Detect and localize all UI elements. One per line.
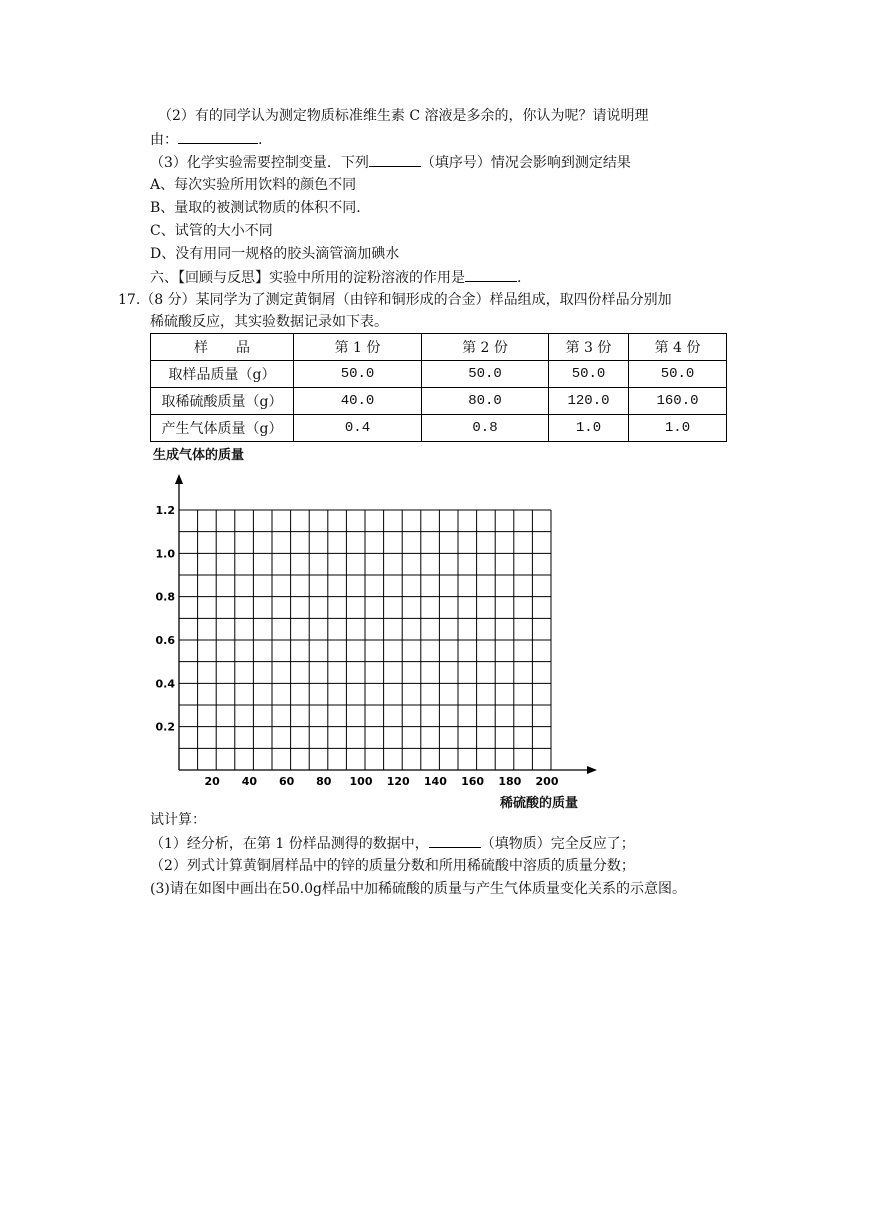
x-tick-label: 180 xyxy=(498,775,522,788)
table-cell: 50.0 xyxy=(549,361,629,388)
table-header-cell: 样 品 xyxy=(151,334,294,361)
q2-line-a: （2）有的同学认为测定物质标准维生素 C 溶液是多余的，你认为呢？请说明理 xyxy=(158,108,649,124)
row-label: 取稀硫酸质量（g） xyxy=(151,388,294,415)
x-tick-label: 40 xyxy=(241,775,258,788)
table-header-cell: 第 3 份 xyxy=(549,334,629,361)
y-tick-label: 0.4 xyxy=(155,677,175,691)
q2-reason-prefix: 由： xyxy=(150,132,178,148)
table-header-cell: 第 4 份 xyxy=(629,334,727,361)
table-cell: 40.0 xyxy=(294,388,422,415)
table-header-cell: 第 1 份 xyxy=(294,334,422,361)
table-cell: 120.0 xyxy=(549,388,629,415)
option-c: C、试管的大小不同 xyxy=(150,223,273,239)
calc-q3: (3)请在如图中画出在50.0g样品中加稀硫酸的质量与产生气体质量变化关系的示意图。 xyxy=(150,881,686,897)
x-tick-label: 200 xyxy=(535,775,559,788)
table-cell: 50.0 xyxy=(422,361,549,388)
x-axis-title: 稀硫酸的质量 xyxy=(500,796,579,811)
data-table xyxy=(150,333,727,442)
q3-answer-blank[interactable] xyxy=(369,152,421,167)
x-tick-label: 100 xyxy=(349,775,373,788)
q2-line-b xyxy=(150,129,262,150)
table-cell: 160.0 xyxy=(629,388,727,415)
q2-reason-suffix: . xyxy=(258,132,263,148)
calc-q1-answer-blank[interactable] xyxy=(429,833,481,848)
row-label: 产生气体质量（g） xyxy=(151,415,294,442)
option-d: D、没有用同一规格的胶头滴管滴加碘水 xyxy=(150,246,400,262)
calc-q1-suffix: （填物质）完全反应了； xyxy=(480,836,635,852)
x-tick-label: 140 xyxy=(423,775,447,788)
table-cell: 1.0 xyxy=(629,415,727,442)
table-cell: 50.0 xyxy=(294,361,422,388)
x-tick-label: 80 xyxy=(316,775,332,788)
q3-suffix: （填序号）情况会影响到测定结果 xyxy=(420,155,631,171)
row-label: 取样品质量（g） xyxy=(151,361,294,388)
y-axis-title: 生成气体的质量 xyxy=(153,448,245,463)
y-tick-label: 1.0 xyxy=(155,547,175,561)
x-tick-label: 160 xyxy=(461,775,485,788)
x-tick-label: 20 xyxy=(204,775,220,788)
y-tick-label: 0.8 xyxy=(155,590,175,604)
table-cell: 50.0 xyxy=(629,361,727,388)
table-row xyxy=(151,388,727,415)
table-cell: 80.0 xyxy=(422,388,549,415)
calc-q2: （2）列式计算黄铜屑样品中的锌的质量分数和所用稀硫酸中溶质的质量分数； xyxy=(150,858,635,874)
reflection-prefix: 六、【回顾与反思】实验中所用的淀粉溶液的作用是 xyxy=(150,270,465,286)
calc-q1-prefix: （1）经分析，在第 1 份样品测得的数据中， xyxy=(150,836,429,852)
x-tick-label: 120 xyxy=(386,775,410,788)
q2-answer-blank[interactable] xyxy=(178,129,258,144)
blank-graph-grid xyxy=(145,470,615,815)
y-tick-label: 0.6 xyxy=(155,634,175,647)
table-header-cell: 第 2 份 xyxy=(422,334,549,361)
table-cell: 0.4 xyxy=(294,415,422,442)
x-axis-arrow-icon xyxy=(587,766,597,774)
option-b: B、量取的被测试物质的体积不同. xyxy=(150,200,361,216)
y-tick-label: 0.2 xyxy=(155,720,175,734)
y-tick-label: 1.2 xyxy=(155,504,175,517)
table-row xyxy=(151,361,727,388)
table-cell: 0.8 xyxy=(422,415,549,442)
reflection-line xyxy=(150,267,521,288)
calc-q1 xyxy=(150,833,635,854)
table-cell: 1.0 xyxy=(549,415,629,442)
q17-line-b: 稀硫酸反应，其实验数据记录如下表。 xyxy=(150,314,388,330)
option-a: A、每次实验所用饮料的颜色不同 xyxy=(150,177,357,193)
q3-prefix: （3）化学实验需要控制变量．下列 xyxy=(150,155,369,171)
q3-line xyxy=(150,152,631,173)
reflection-suffix: . xyxy=(517,270,522,286)
table-header-row xyxy=(151,334,727,361)
table-row xyxy=(151,415,727,442)
x-tick-label: 60 xyxy=(278,775,295,788)
calc-title: 试计算： xyxy=(150,812,206,828)
q17-line-a: 17.（8 分）某同学为了测定黄铜屑（由锌和铜形成的合金）样品组成，取四份样品分别加 xyxy=(118,292,672,308)
reflection-answer-blank[interactable] xyxy=(465,267,517,282)
y-axis-arrow-icon xyxy=(175,474,183,484)
